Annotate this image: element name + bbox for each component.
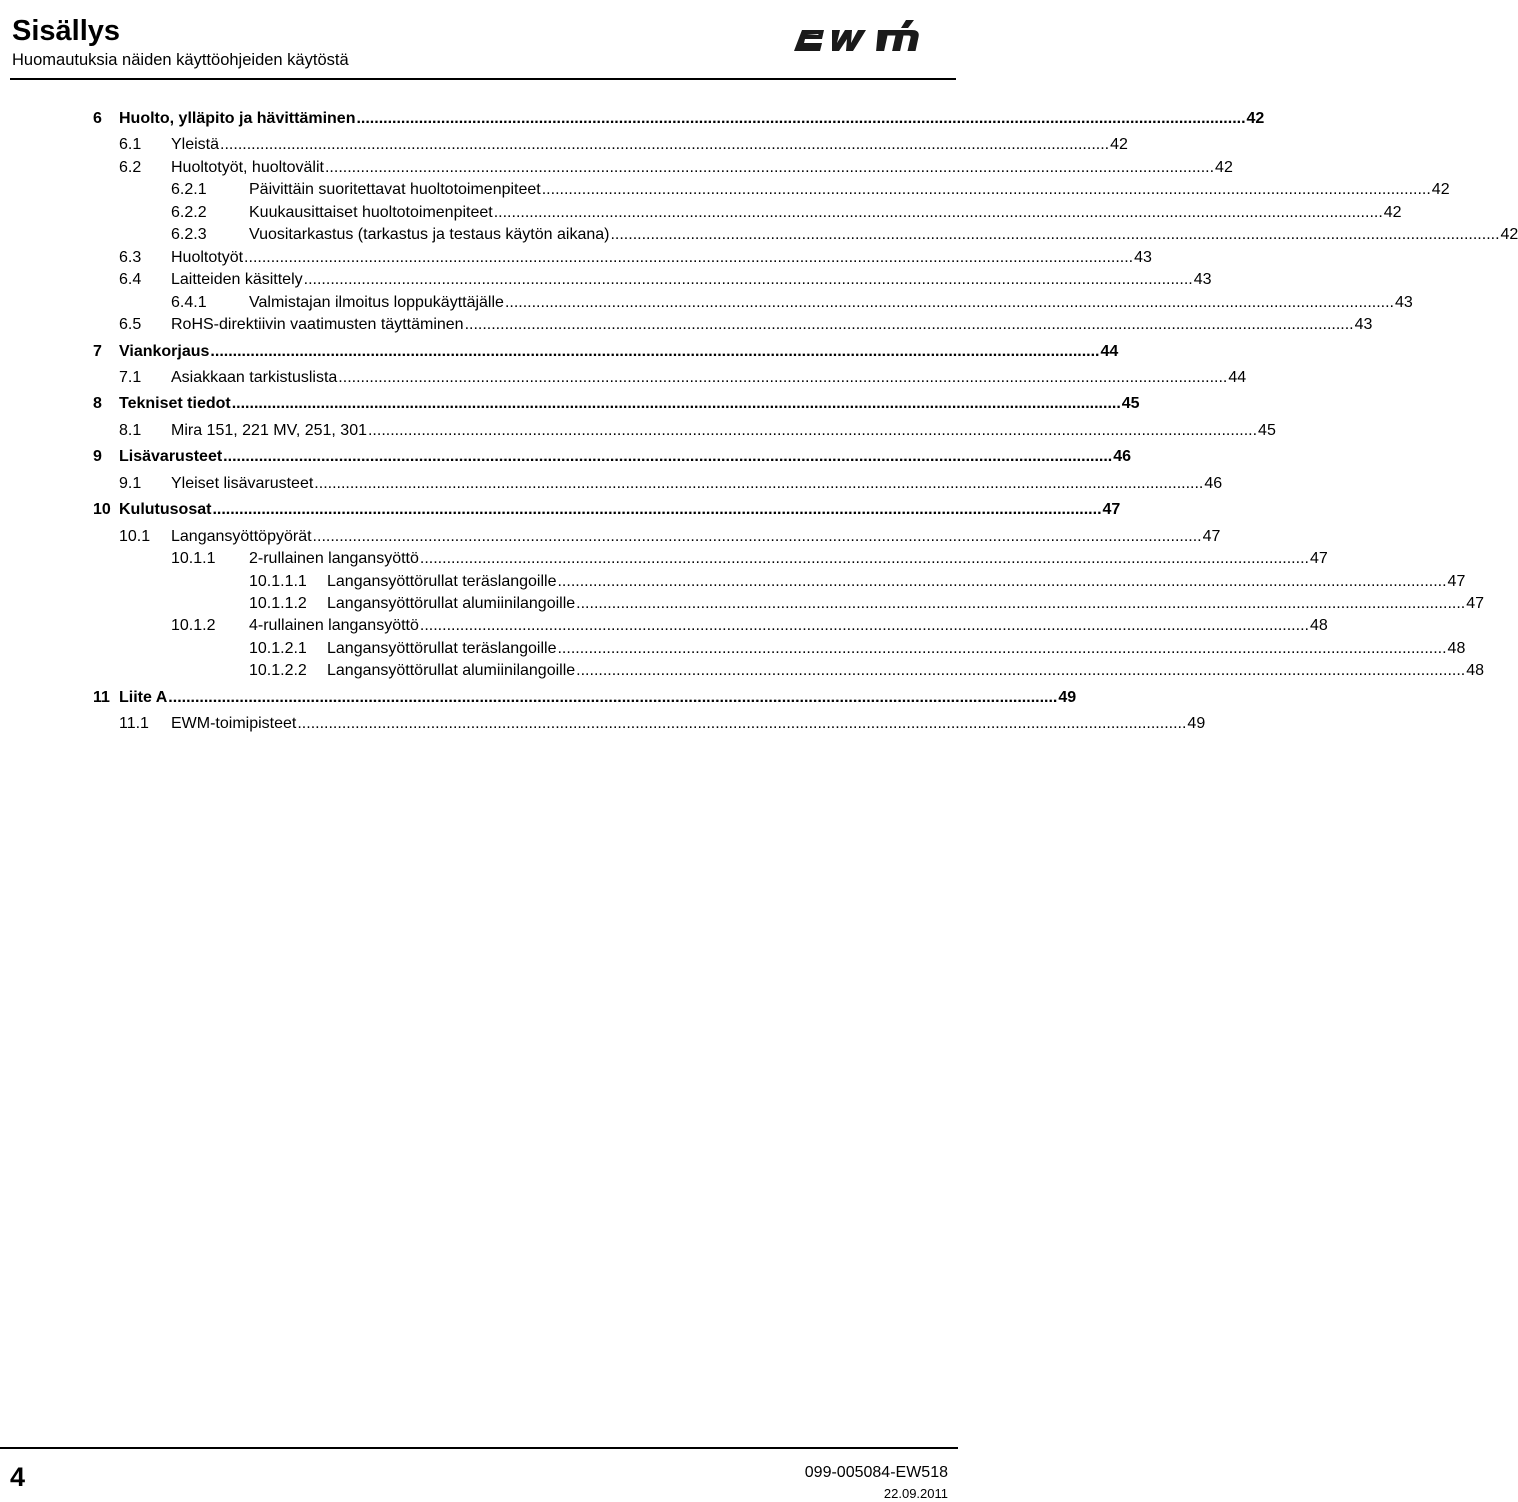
- toc-entry-number: 7: [93, 342, 102, 360]
- toc-entry-number: 11.1: [119, 715, 149, 733]
- toc-entry-page: 42: [1215, 158, 1233, 176]
- toc-entry-title: Huoltotyöt: [171, 248, 244, 266]
- toc-entry-number: 6.2.2: [171, 203, 207, 221]
- toc-leader-dots: ........................................................................................................................................................................................................: [464, 316, 1354, 334]
- toc-entry-number: 6.5: [119, 316, 142, 334]
- toc-entry-page: 48: [1466, 662, 1485, 680]
- footer-page-number: 4: [10, 1462, 26, 1492]
- toc-leader-dots: ........................................................................................................................................................................................................: [367, 421, 1258, 439]
- toc-leader-dots: ........................................................................................................................................................................................................: [324, 158, 1215, 176]
- toc-entry-page: 49: [1058, 688, 1077, 706]
- toc-leader-dots: ........................................................................................................................................................................................................: [557, 572, 1447, 590]
- toc-leader-dots: ........................................................................................................................................................................................................: [557, 639, 1447, 657]
- toc-entry-page: 48: [1447, 639, 1466, 657]
- page-header: [0, 0, 960, 82]
- toc-entry-page: 47: [1447, 572, 1466, 590]
- toc-leader-dots: ........................................................................................................................................................................................................: [220, 136, 1110, 154]
- toc-entry[interactable]: [249, 571, 1466, 593]
- toc-entry-title: Asiakkaan tarkistuslista: [171, 368, 338, 386]
- toc-entry-title: Lisävarusteet: [119, 448, 223, 466]
- toc-leader-dots: ........................................................................................................................................................................................................: [297, 715, 1187, 733]
- toc-entry[interactable]: [171, 548, 1328, 570]
- toc-entry[interactable]: [249, 593, 1485, 615]
- toc-leader-dots: ........................................................................................................................................................................................................: [419, 617, 1309, 635]
- toc-entry[interactable]: [119, 269, 1212, 291]
- toc-leader-dots: ........................................................................................................................................................................................................: [223, 448, 1113, 466]
- toc-entry-title: 4-rullainen langansyöttö: [249, 617, 419, 635]
- toc-entry-title: Viankorjaus: [119, 342, 210, 360]
- toc-entry-number: 10.1.1.1: [249, 572, 307, 590]
- toc-entry-page: 47: [1466, 595, 1485, 612]
- toc-entry-title: 2-rullainen langansyöttö: [249, 550, 419, 568]
- toc-entry[interactable]: [119, 314, 1373, 336]
- toc-entry-number: 6.1: [119, 136, 142, 154]
- toc-entry-number: 6.4: [119, 271, 142, 289]
- toc-leader-dots: ........................................................................................................................................................................................................: [338, 368, 1228, 386]
- toc-entry[interactable]: [119, 157, 1233, 179]
- toc-entry[interactable]: [171, 224, 1518, 246]
- toc-entry[interactable]: [171, 179, 1450, 201]
- toc-entry[interactable]: [119, 134, 1128, 156]
- toc-entry[interactable]: [93, 393, 1140, 415]
- footer-rule: [0, 1447, 958, 1449]
- toc-entry-number: 6.2.3: [171, 226, 207, 244]
- footer-document-number: 099-005084-EW518: [804, 1464, 948, 1481]
- toc-entry-page: 46: [1113, 448, 1132, 466]
- toc-entry[interactable]: [249, 660, 1485, 682]
- toc-entry-title: Kulutusosat: [119, 501, 212, 519]
- toc-entry-number: 10.1.2: [171, 617, 216, 635]
- toc-entry-number: 6.3: [119, 248, 142, 266]
- toc-entry-title: Huoltotyöt, huoltovälit: [171, 158, 324, 176]
- toc-entry-page: 42: [1500, 226, 1518, 244]
- toc-leader-dots: ........................................................................................................................................................................................................: [210, 342, 1100, 360]
- toc-entry-number: 10.1: [119, 527, 151, 545]
- toc-entry-number: 6.2.1: [171, 181, 207, 199]
- toc-entry-page: 45: [1258, 421, 1276, 439]
- toc-entry-page: 47: [1102, 501, 1121, 519]
- toc-entry-number: 10.1.2.2: [249, 662, 307, 680]
- toc-entry[interactable]: [171, 615, 1328, 637]
- toc-entry-title: Huolto, ylläpito ja hävittäminen: [119, 110, 356, 127]
- toc-entry-page: 49: [1187, 715, 1206, 733]
- toc-entry-number: 10.1.1: [171, 550, 216, 568]
- ewm-logo: [794, 18, 938, 58]
- toc-entry-page: 44: [1228, 368, 1247, 386]
- toc-entry-title: Langansyöttörullat alumiinilangoille: [327, 662, 576, 680]
- toc-leader-dots: ........................................................................................................................................................................................................: [610, 226, 1500, 244]
- toc-leader-dots: ........................................................................................................................................................................................................: [303, 271, 1193, 289]
- toc-entry[interactable]: [119, 713, 1206, 735]
- toc-entry[interactable]: [93, 687, 1077, 709]
- toc-entry-number: 8.1: [119, 421, 142, 439]
- toc-leader-dots: ........................................................................................................................................................................................................: [244, 248, 1134, 266]
- toc-leader-dots: ........................................................................................................................................................................................................: [312, 527, 1202, 545]
- toc-entry-number: 9: [93, 448, 102, 466]
- toc-entry[interactable]: [93, 341, 1119, 363]
- toc-entry-title: Tekniset tiedot: [119, 395, 231, 413]
- toc-entry-title: Vuositarkastus (tarkastus ja testaus käytön aikana): [249, 226, 610, 244]
- toc-entry-title: Yleiset lisävarusteet: [171, 474, 314, 492]
- toc-entry[interactable]: [119, 420, 1276, 442]
- toc-entry-page: 43: [1193, 271, 1212, 289]
- toc-entry-page: 43: [1134, 248, 1152, 266]
- toc-entry[interactable]: [119, 473, 1223, 495]
- footer-date: 22.09.2011: [883, 1486, 948, 1501]
- toc-entry-title: Langansyöttörullat teräslangoille: [327, 639, 557, 657]
- toc-entry-number: 6.2: [119, 158, 142, 176]
- toc-leader-dots: ........................................................................................................................................................................................................: [541, 181, 1431, 199]
- toc-entry-number: 7.1: [119, 368, 142, 386]
- toc-entry-title: Mira 151, 221 MV, 251, 301: [171, 421, 367, 439]
- toc-entry[interactable]: [119, 526, 1221, 548]
- page-title: Sisällys: [12, 15, 121, 47]
- toc-leader-dots: ........................................................................................................................................................................................................: [493, 203, 1383, 221]
- toc-entry[interactable]: [119, 367, 1247, 389]
- toc-leader-dots: ........................................................................................................................................................................................................: [356, 110, 1246, 127]
- page-subtitle: Huomautuksia näiden käyttöohjeiden käytöstä: [12, 51, 349, 69]
- toc-entry[interactable]: [119, 247, 1152, 269]
- toc-entry[interactable]: [93, 108, 1265, 130]
- toc-leader-dots: ........................................................................................................................................................................................................: [168, 688, 1058, 706]
- toc-entry-page: 43: [1395, 293, 1413, 311]
- toc-leader-dots: ........................................................................................................................................................................................................: [231, 395, 1121, 413]
- toc-entry-page: 42: [1110, 136, 1128, 154]
- toc-entry-number: 6: [93, 110, 102, 127]
- header-rule: [10, 78, 956, 80]
- toc-entry-number: 6.4.1: [171, 293, 207, 311]
- toc-entry-title: Langansyöttörullat teräslangoille: [327, 572, 557, 590]
- toc-entry-title: RoHS-direktiivin vaatimusten täyttäminen: [171, 316, 464, 334]
- toc-entry-title: Yleistä: [171, 136, 220, 154]
- toc-entry-page: 43: [1354, 316, 1373, 334]
- toc-entry-title: EWM-toimipisteet: [171, 715, 297, 733]
- toc-entry-title: Valmistajan ilmoitus loppukäyttäjälle: [249, 293, 504, 311]
- toc-entry-title: Langansyöttörullat alumiinilangoille: [327, 595, 576, 612]
- toc-leader-dots: ........................................................................................................................................................................................................: [576, 662, 1466, 680]
- toc-leader-dots: ........................................................................................................................................................................................................: [504, 293, 1394, 311]
- toc-leader-dots: ........................................................................................................................................................................................................: [576, 595, 1466, 612]
- toc-entry-page: 48: [1309, 617, 1328, 635]
- toc-entry-page: 46: [1204, 474, 1223, 492]
- toc-entry-page: 47: [1309, 550, 1328, 568]
- toc-entry-number: 9.1: [119, 474, 142, 492]
- toc-entry-page: 44: [1100, 342, 1119, 360]
- toc-entry[interactable]: [171, 202, 1402, 224]
- toc-entry-title: Päivittäin suoritettavat huoltotoimenpiteet: [249, 181, 541, 199]
- toc-entry-title: Laitteiden käsittely: [171, 271, 303, 289]
- toc-entry-title: Liite A: [119, 688, 168, 706]
- toc-leader-dots: ........................................................................................................................................................................................................: [212, 501, 1102, 519]
- toc-entry-page: 42: [1431, 181, 1450, 199]
- toc-entry-page: 42: [1246, 110, 1265, 127]
- toc-entry[interactable]: [93, 446, 1132, 468]
- toc-leader-dots: ........................................................................................................................................................................................................: [314, 474, 1204, 492]
- toc-entry[interactable]: [171, 292, 1413, 314]
- toc-entry-number: 8: [93, 395, 102, 413]
- toc-entry-number: 10.1.2.1: [249, 639, 307, 657]
- toc-entry-title: Kuukausittaiset huoltotoimenpiteet: [249, 203, 493, 221]
- toc-entry-page: 47: [1202, 527, 1221, 545]
- toc-entry-number: 10.1.1.2: [249, 595, 307, 612]
- toc-leader-dots: ........................................................................................................................................................................................................: [419, 550, 1309, 568]
- toc-entry-number: 11: [93, 688, 110, 706]
- toc-entry[interactable]: [93, 499, 1121, 521]
- toc-entry[interactable]: [249, 638, 1466, 660]
- toc-entry-page: 45: [1121, 395, 1140, 413]
- toc-entry-number: 10: [93, 501, 111, 519]
- toc-entry-title: Langansyöttöpyörät: [171, 527, 312, 545]
- toc-entry-page: 42: [1383, 203, 1402, 221]
